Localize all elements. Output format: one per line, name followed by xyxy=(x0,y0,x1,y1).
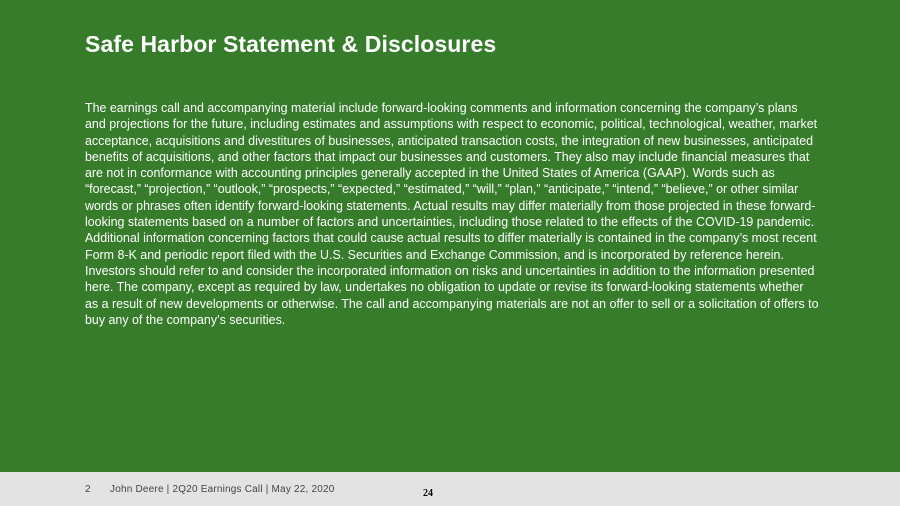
document-page-number: 24 xyxy=(423,488,433,499)
footer-slide-number: 2 xyxy=(85,484,91,495)
slide-title: Safe Harbor Statement & Disclosures xyxy=(85,31,497,57)
footer-event-text: John Deere | 2Q20 Earnings Call | May 22, 2020 xyxy=(110,484,335,495)
safe-harbor-body-text: The earnings call and accompanying material include forward-looking comments and information concerning the company’s plans and projections for the future, including estimates and assumptions with respect to economic, political, technological, weather, market acceptance, acquisitions and divestitures of businesses, anticipated transaction costs, the integration of new businesses, anticipated benefits of acquisitions, and other factors that impact our businesses and customers. They also may include financial measures that are not in conformance with accounting principles generally accepted in the United States of America (GAAP). Words such as “forecast,” “projection,” “outlook,” “prospects,” “expected,” “estimated,” “will,” “plan,” “anticipate,” “intend,” “believe,” or other similar words or phrases often identify forward-looking statements. Actual results may differ materially from those projected in these forward-looking statements based on a number of factors and uncertainties, including those related to the effects of the COVID-19 pandemic. Additional information concerning factors that could cause actual results to differ materially is contained in the company’s most recent Form 8-K and periodic report filed with the U.S. Securities and Exchange Commission, and is incorporated by reference herein. Investors should refer to and consider the incorporated information on risks and uncertainties in addition to the information presented here. The company, except as required by law, undertakes no obligation to update or revise its forward-looking statements whether as a result of new developments or otherwise. The call and accompanying materials are not an offer to sell or a solicitation of offers to buy any of the company’s securities. xyxy=(85,101,819,327)
slide-footer xyxy=(0,472,900,506)
